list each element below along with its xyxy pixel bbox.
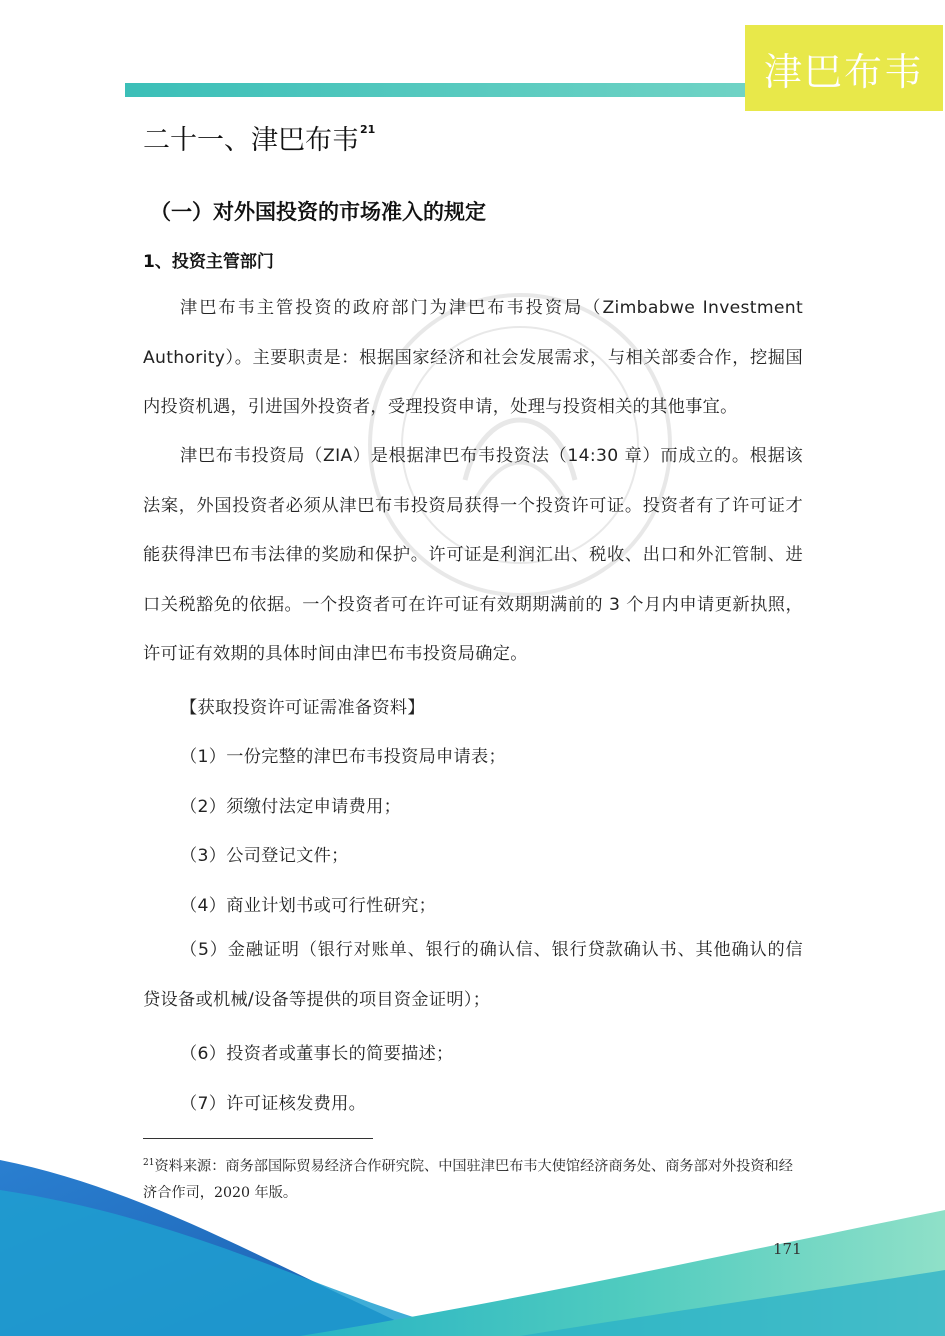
footnote-number: 21: [143, 1158, 155, 1168]
footnote-text: 资料来源：商务部国际贸易经济合作研究院、中国驻津巴布韦大使馆经济商务处、商务部对外投资和经济合作司，2020 年版。: [143, 1158, 793, 1201]
page-number: 171: [773, 1240, 802, 1258]
list-item: （2）须缴付法定申请费用；: [180, 797, 402, 817]
paragraph-zia: 津巴布韦投资局（ZIA）是根据津巴布韦投资法（14:30 章）而成立的。根据该法案，外国投资者必须从津巴布韦投资局获得一个投资许可证。投资者有了许可证才能获得津巴布韦法律的奖励和保护。许可证是利润汇出、税收、出口和外汇管制、进口关税豁免的依据。一个投资者可在许可证有效期期满前的 3 个月内申请更新执照，许可证有效期的具体时间由津巴布韦投资局确定。: [143, 446, 803, 664]
footnote-ref[interactable]: 21: [360, 123, 376, 136]
header-accent-bar: [125, 83, 745, 97]
list-item: （6）投资者或董事长的简要描述；: [180, 1044, 454, 1064]
list-item: （1）一份完整的津巴布韦投资局申请表；: [180, 747, 507, 767]
paragraph-authority: 津巴布韦主管投资的政府部门为津巴布韦投资局（Zimbabwe Investment Authority）。主要职责是：根据国家经济和社会发展需求，与相关部委合作，挖掘国内投资机遇，引进国外投资者，受理投资申请，处理与投资相关的其他事宜。: [143, 298, 803, 417]
section-subtitle: （一）对外国投资的市场准入的规定: [150, 200, 486, 224]
list-item: （7）许可证核发费用。: [180, 1094, 367, 1114]
country-tag-label: 津巴布韦: [763, 49, 924, 94]
country-tag: [745, 25, 943, 111]
list-item: （5）金融证明（银行对账单、银行的确认信、银行贷款确认书、其他确认的信贷设备或机械/设备等提供的项目资金证明）；: [143, 940, 803, 1010]
footnote-divider: [143, 1138, 373, 1139]
section-title-text: 二十一、津巴布韦: [143, 125, 359, 156]
list-item: （4）商业计划书或可行性研究；: [180, 896, 437, 916]
section-title: [143, 118, 375, 157]
subsection-heading: 1、投资主管部门: [143, 252, 274, 272]
requirements-heading: 【获取投资许可证需准备资料】: [180, 698, 425, 718]
footer-wave-decoration: [0, 1150, 945, 1336]
list-item: （3）公司登记文件；: [180, 846, 349, 866]
